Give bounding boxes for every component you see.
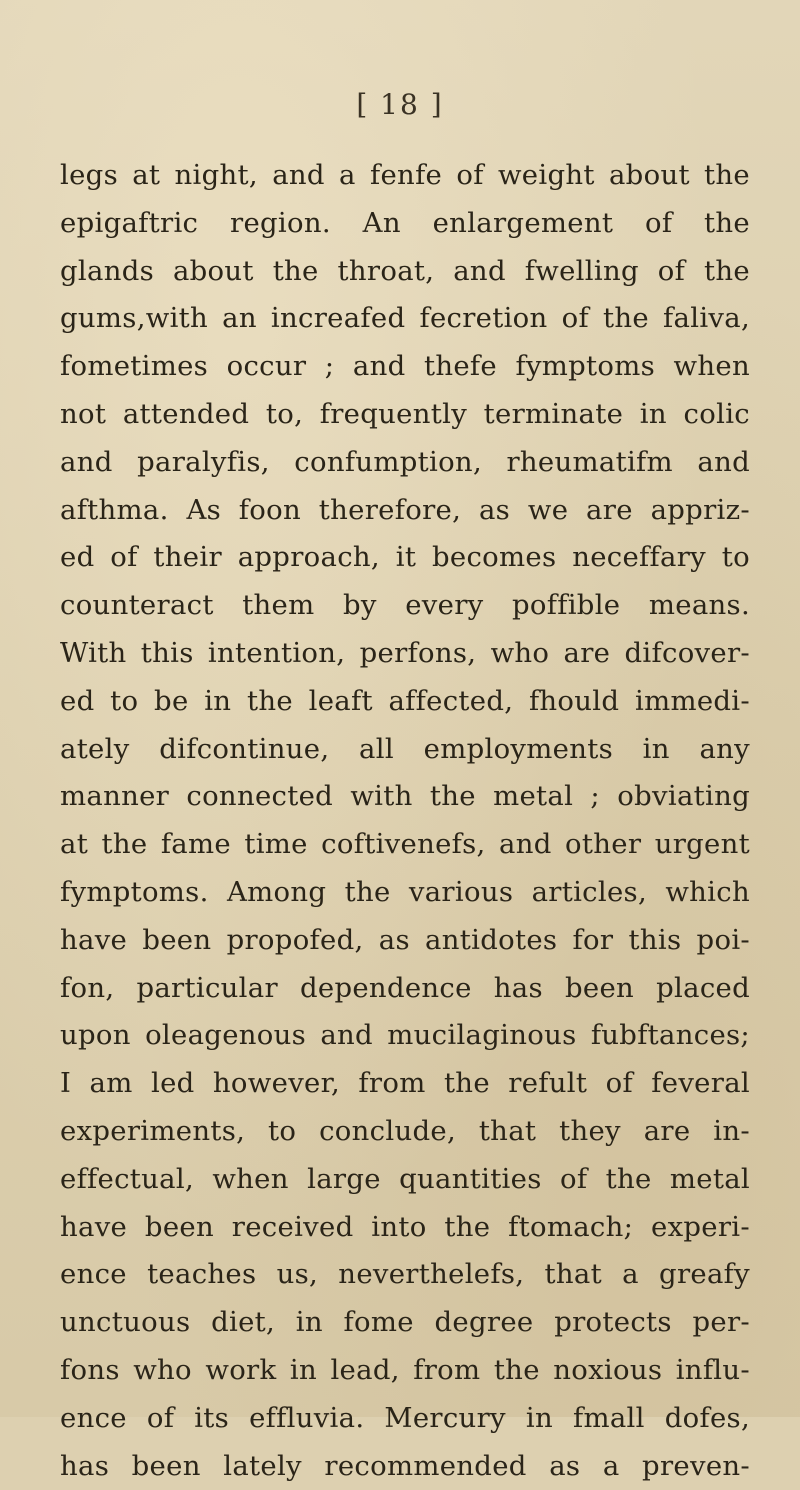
text-line: and paralyfis, confumption, rheumatifm and (60, 445, 750, 478)
text-line: not attended to, frequently terminate in colic (60, 397, 750, 430)
text-line: have been received into the ftomach; experi- (60, 1210, 750, 1243)
text-line: gums,with an increafed fecretion of the faliva, (60, 302, 750, 335)
text-line: epigaftric region. An enlargement of the (60, 206, 750, 239)
text-line: ed to be in the leaft affected, fhould immedi- (60, 684, 750, 717)
text-line: With this intention, perfons, who are difcover- (60, 636, 750, 669)
text-line: legs at night, and a fenfe of weight about the (60, 159, 750, 191)
text-line: glands about the throat, and fwelling of the (60, 254, 750, 287)
text-line: ence of its effluvia. Mercury in fmall dofes, (60, 1401, 750, 1434)
text-line: fon, particular dependence has been placed (60, 971, 750, 1004)
text-line: fons who work in lead, from the noxious influ- (60, 1353, 750, 1386)
text-line: at the fame time coftivenefs, and other urgent (60, 828, 750, 861)
text-line: effectual, when large quantities of the metal (60, 1162, 750, 1195)
text-line: I am led however, from the refult of feveral (60, 1067, 750, 1100)
body-text (60, 152, 750, 1490)
text-line: experiments, to conclude, that they are in- (60, 1114, 750, 1147)
text-line: afthma. As foon therefore, as we are appriz- (60, 493, 750, 526)
page-number: [ 18 ] (356, 88, 444, 121)
text-line: manner connected with the metal ; obviating (60, 780, 750, 813)
text-line: upon oleagenous and mucilaginous fubftances; (60, 1019, 750, 1052)
text-line: unctuous diet, in fome degree protects per- (60, 1306, 750, 1339)
text-line: fometimes occur ; and thefe fymptoms when (60, 350, 750, 383)
text-line: ed of their approach, it becomes neceffary to (60, 541, 750, 574)
text-line: have been propofed, as antidotes for this poi- (60, 923, 750, 956)
text-line: fymptoms. Among the various articles, which (60, 875, 750, 908)
text-line: ately difcontinue, all employments in any (60, 732, 750, 765)
text-line: has been lately recommended as a preven- (60, 1449, 750, 1482)
text-line: ence teaches us, neverthelefs, that a greafy (60, 1258, 750, 1291)
text-line: counteract them by every poffible means. (60, 589, 750, 622)
